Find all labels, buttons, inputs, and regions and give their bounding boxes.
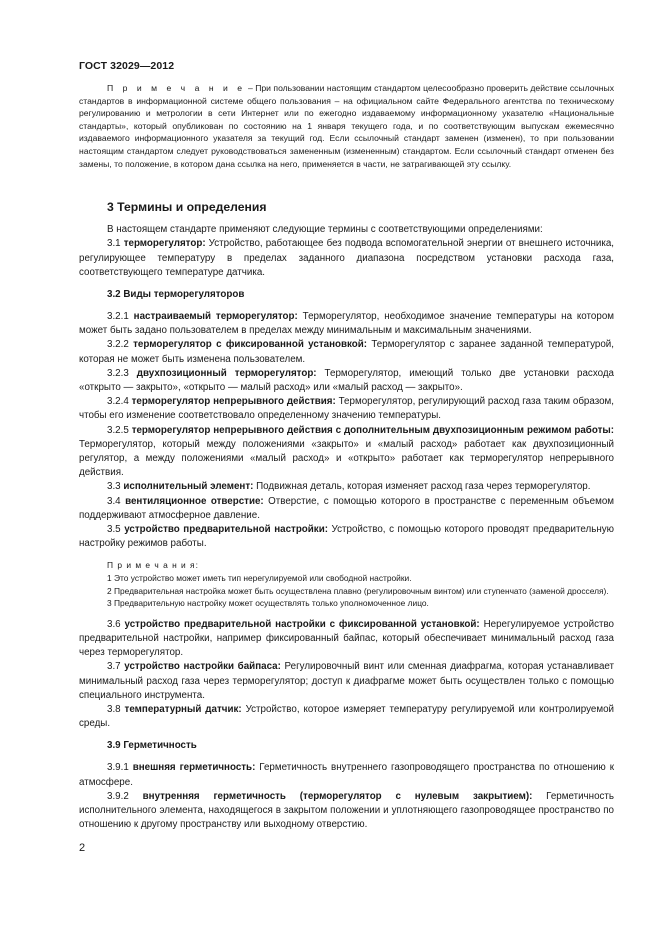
- term-3-5: 3.5 устройство предварительной настройки: Устройство, с помощью которого проводят предварительную настройку режимов работы.: [79, 524, 615, 550]
- term-name: внутренняя герметичность (терморегулятор с нулевым закрытием):: [142, 790, 533, 802]
- term-name: температурный датчик:: [124, 704, 242, 716]
- notes-3-5: [79, 559, 614, 609]
- term-3-8: 3.8 температурный датчик: Устройство, которое измеряет температуру регулируемой или контролируемой среды.: [79, 704, 614, 730]
- term-3-2-3: 3.2.3 двухпозиционный терморегулятор: Терморегулятор, имеющий только две установки расхода «открыто — закрыто», «открыто — малый расход» или «малый расход — закрыто».: [79, 367, 615, 393]
- term-3-7: 3.7 устройство настройки байпаса: Регулировочный винт или сменная диафрагма, которая устанавливает минимальный расход газа через терморегулятор; доступ к диафрагме может быть осуществлен только с помощью специального инструмента.: [79, 661, 614, 701]
- term-3-9-2: 3.9.2 внутренняя герметичность (терморегулятор с нулевым закрытием): Герметичность исполнительного элемента, находящегося в закрытом положении и уплотняющего газопроводящее пространство по отношению к другому пространству или выходному отверстию.: [79, 790, 615, 831]
- top-note: [79, 82, 614, 170]
- page-content: [79, 82, 614, 832]
- term-name: устройство настройки байпаса:: [124, 661, 281, 673]
- standard-header: ГОСТ 32029—2012: [79, 60, 175, 72]
- term-name: внешняя герметичность:: [132, 762, 256, 774]
- term-3-1: 3.1 терморегулятор: Устройство, работающее без подвода вспомогательной энергии от внешнего источника, регулирующее температуру в пределах заданного диапазона посредством установки расхода газа, соответствующего температуре датчика.: [79, 238, 614, 278]
- subsection-3-2: 3.2 Виды терморегуляторов: [107, 288, 245, 300]
- term-3-4: 3.4 вентиляционное отверстие: Отверстие, с помощью которого в пространстве с переменным объемом поддерживают атмосферное давление.: [79, 495, 615, 521]
- note-1: 1 Это устройство может иметь тип нерегулируемой или свободной настройки.: [107, 573, 412, 584]
- term-name: терморегулятор:: [123, 238, 206, 250]
- term-name: терморегулятор с фиксированной установкой:: [133, 339, 368, 351]
- term-3-2-5: 3.2.5 терморегулятор непрерывного действия с дополнительным двухпозиционным режимом работы: Терморегулятор, который между положениями «закрыто» и «малый расход» работает как двухпозиционный регулятор, а между положениями «малый расход» и «открыто» работает как терморегулятор непрерывного действия.: [79, 424, 614, 479]
- note-2: 2 Предварительная настройка может быть осуществлена плавно (регулировочным винтом) или ступенчато (заменой дросселя).: [107, 585, 609, 596]
- term-3-2-1: 3.2.1 настраиваемый терморегулятор: Терморегулятор, необходимое значение температуры на котором может быть задано пользователем в пределах между минимальным и максимальным значениями.: [79, 310, 615, 337]
- term-name: устройство предварительной настройки с фиксированной установкой:: [124, 618, 480, 630]
- note-text: – При пользовании настоящим стандартом целесообразно проверить действие ссылочных стандартов в информационной системе общего пользования – на официальном сайте Федерального агентства по техническому регулированию и метрологии в сети Интернет или по ежегодно издаваемому информационному указателю «Национальные стандарты», который опубликован по состоянию на 1 января текущего года, и по соответствующим выпускам ежемесячно издаваемого информационного указателя за текущий год. Если ссылочный стандарт заменен (изменен), то при пользовании настоящим стандартом следует руководствоваться замененным (измененным) стандартом. Если ссылочный стандарт отменен без замены, то положение, в котором дана ссылка на него, применяется в части, не затрагивающей эту ссылку.: [79, 83, 615, 169]
- term-name: терморегулятор непрерывного действия:: [131, 396, 336, 408]
- term-name: исполнительный элемент:: [123, 481, 254, 493]
- term-name: терморегулятор непрерывного действия с дополнительным двухпозиционным режимом работы:: [131, 424, 614, 436]
- notes-label: П р и м е ч а н и я:: [107, 560, 199, 571]
- page-number: 2: [79, 842, 86, 854]
- note-3: 3 Предварительную настройку может осуществлять только уполномоченное лицо.: [107, 598, 429, 609]
- note-label: П р и м е ч а н и е: [107, 83, 246, 93]
- subsection-3-9: 3.9 Герметичность: [107, 740, 197, 752]
- term-name: настраиваемый терморегулятор:: [133, 310, 298, 322]
- term-name: двухпозиционный терморегулятор:: [136, 367, 317, 379]
- section-title: 3 Термины и определения: [107, 200, 267, 215]
- term-name: устройство предварительной настройки:: [124, 524, 328, 536]
- term-3-6: 3.6 устройство предварительной настройки с фиксированной установкой: Нерегулируемое устройство предварительной настройки, например фиксированный байпас, который обеспечивает минимальный расход газа через терморегулятор.: [79, 618, 615, 659]
- term-3-2-2: 3.2.2 терморегулятор с фиксированной установкой: Терморегулятор с заранее заданной температурой, которая не может быть изменена пользователем.: [79, 339, 614, 365]
- term-3-3: 3.3 исполнительный элемент: Подвижная деталь, которая изменяет расход газа через терморегулятор.: [107, 481, 591, 493]
- term-3-2-4: 3.2.4 терморегулятор непрерывного действия: Терморегулятор, регулирующий расход газа таким образом, чтобы его изменение соответствовало определенному значению температуры.: [79, 396, 615, 422]
- term-3-9-1: 3.9.1 внешняя герметичность: Герметичность внутреннего газопроводящего пространства по отношению к атмосфере.: [79, 762, 615, 788]
- section-intro: В настоящем стандарте применяют следующие термины с соответствующими определениями:: [107, 224, 543, 236]
- term-name: вентиляционное отверстие:: [125, 495, 264, 507]
